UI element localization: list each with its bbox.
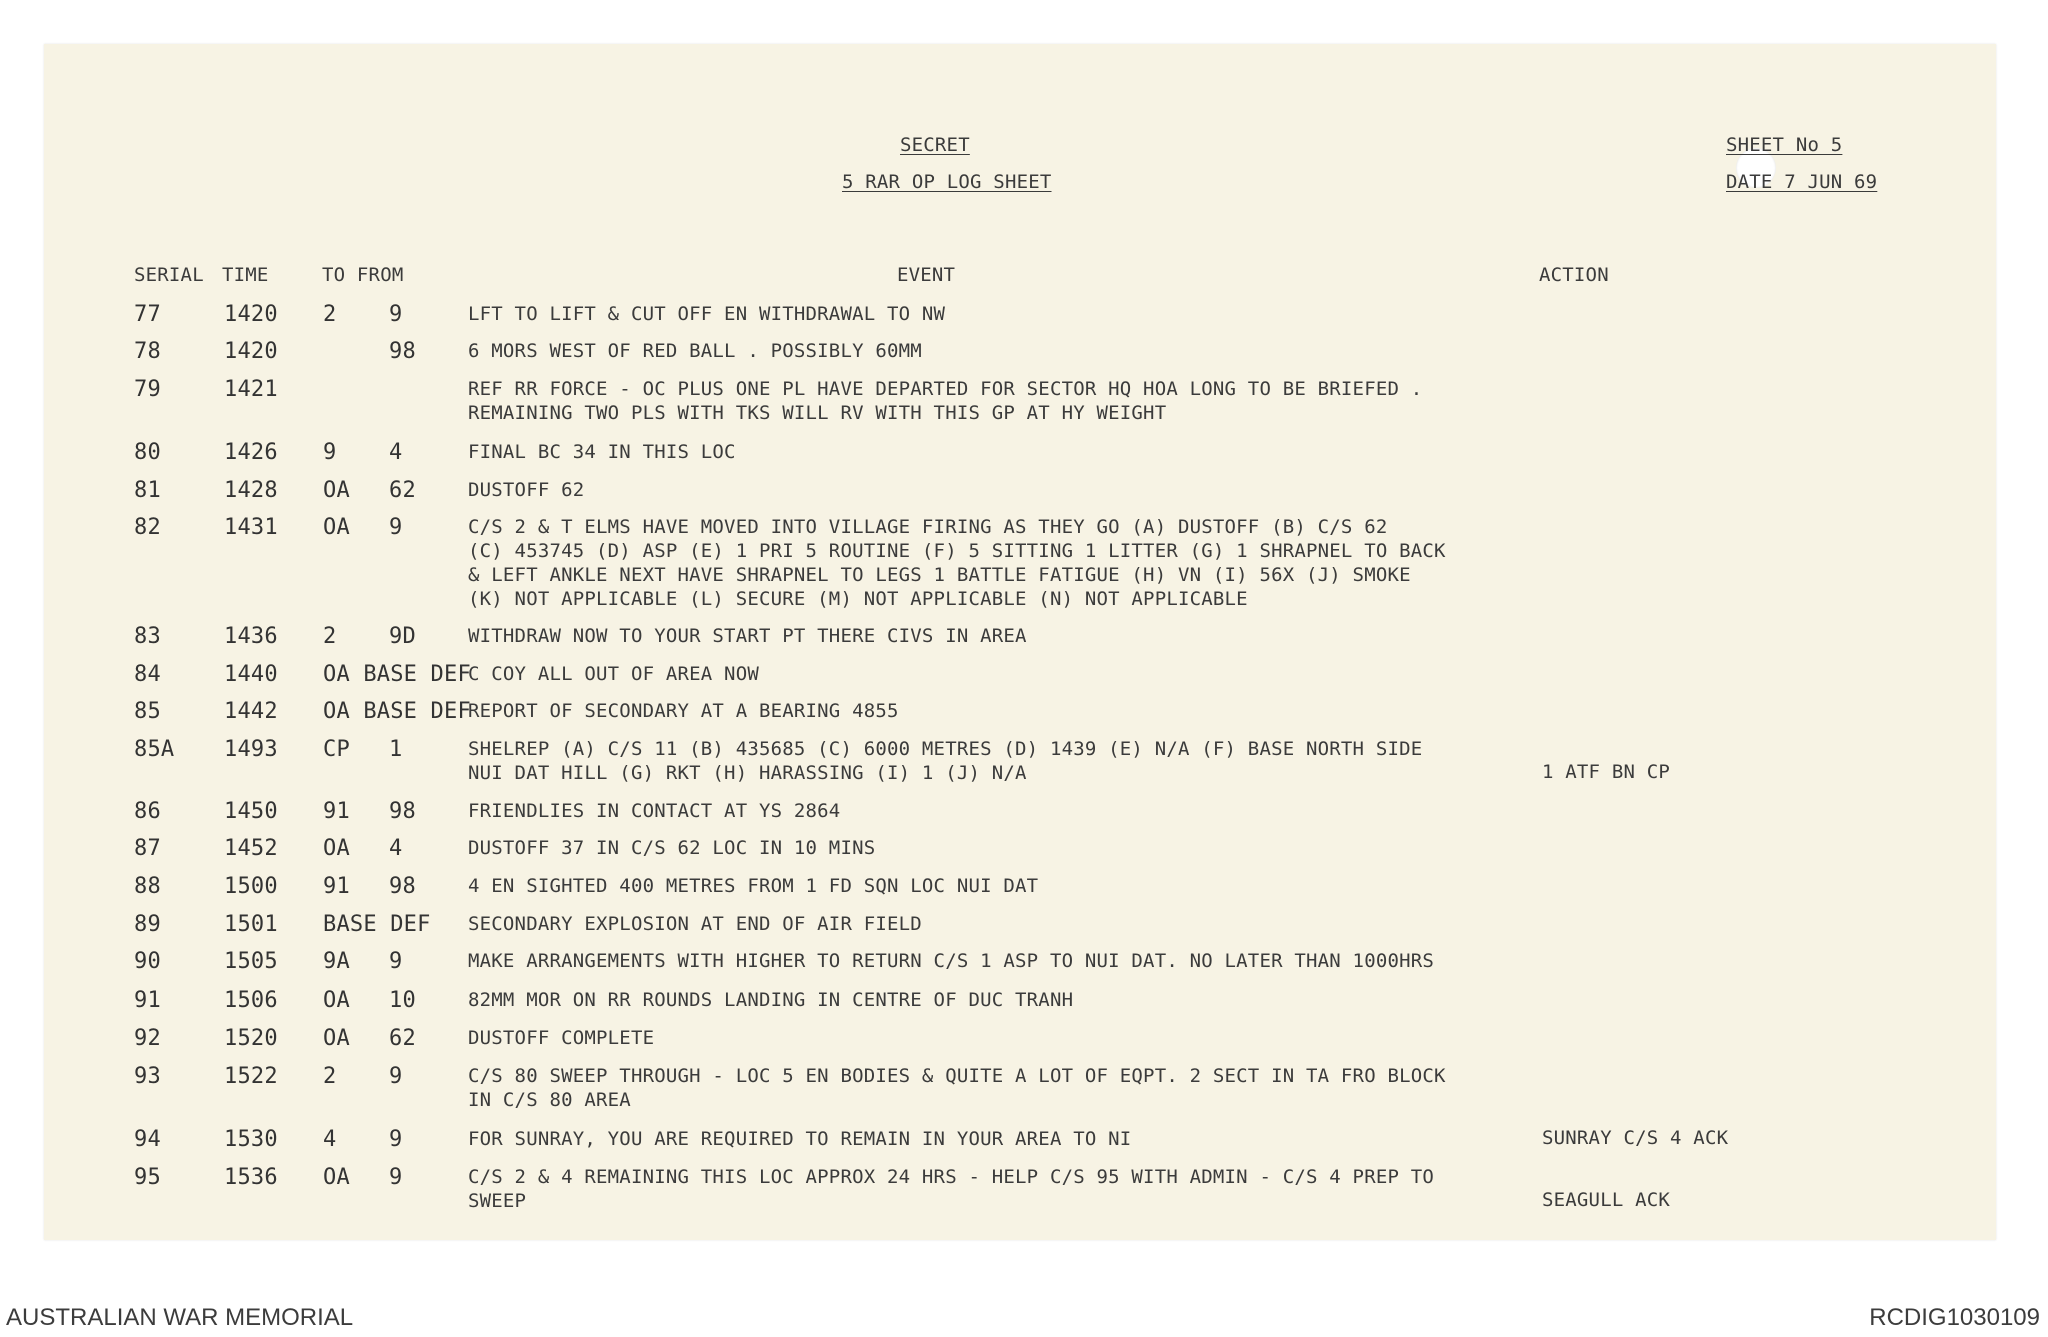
log-cell-event: 4 EN SIGHTED 400 METRES FROM 1 FD SQN LOC NUI DAT [468,875,1039,897]
sheet-number: SHEET No 5 [1726,134,1843,156]
log-cell-serial: 95 [134,1165,161,1190]
log-cell-action: SEAGULL ACK [1542,1189,1671,1211]
classification-heading: SECRET [900,134,970,156]
log-cell-to: OA [323,988,350,1013]
log-cell-action: 1 ATF BN CP [1542,761,1671,783]
log-cell-time: 1420 [224,302,278,327]
log-cell-serial: 90 [134,949,161,974]
document-title: 5 RAR OP LOG SHEET [842,171,1052,193]
log-cell-from: 9 [389,1127,403,1152]
log-cell-time: 1500 [224,874,278,899]
log-cell-to: OA BASE DEF [323,662,471,687]
log-cell-time: 1421 [224,377,278,402]
document-page [44,44,1996,1240]
log-cell-to: 9 [323,440,337,465]
log-cell-from: 98 [389,799,416,824]
log-cell-from: 4 [389,836,403,861]
log-cell-event: C COY ALL OUT OF AREA NOW [468,663,759,685]
footer-record-id: RCDIG1030109 [1869,1304,2040,1331]
log-cell-event: LFT TO LIFT & CUT OFF EN WITHDRAWAL TO NW [468,303,946,325]
log-cell-time: 1426 [224,440,278,465]
log-cell-event: WITHDRAW NOW TO YOUR START PT THERE CIVS IN AREA [468,625,1027,647]
log-cell-to: 91 [323,874,350,899]
sheet-date: DATE 7 JUN 69 [1726,171,1878,193]
column-header-action: ACTION [1539,264,1609,286]
column-header-serial: SERIAL [134,264,204,286]
log-cell-serial: 87 [134,836,161,861]
log-cell-to: 9A [323,949,350,974]
log-cell-time: 1452 [224,836,278,861]
log-cell-from: 10 [389,988,416,1013]
log-cell-serial: 83 [134,624,161,649]
log-cell-serial: 85 [134,699,161,724]
log-cell-from: 9 [389,949,403,974]
log-cell-event: REPORT OF SECONDARY AT A BEARING 4855 [468,700,899,722]
log-cell-time: 1522 [224,1064,278,1089]
log-cell-to: BASE DEF [323,912,431,937]
log-cell-action: SUNRAY C/S 4 ACK [1542,1127,1729,1149]
log-cell-time: 1530 [224,1127,278,1152]
log-cell-to: OA [323,1026,350,1051]
log-cell-to: 2 [323,624,337,649]
log-cell-to: OA BASE DEF [323,699,471,724]
log-cell-from: 4 [389,440,403,465]
column-header-time: TIME [222,264,269,286]
log-cell-time: 1442 [224,699,278,724]
log-cell-event: 6 MORS WEST OF RED BALL . POSSIBLY 60MM [468,340,922,362]
log-cell-serial: 82 [134,515,161,540]
log-cell-from: 62 [389,1026,416,1051]
log-cell-serial: 81 [134,478,161,503]
log-cell-from: 9 [389,1064,403,1089]
log-cell-serial: 86 [134,799,161,824]
log-cell-serial: 77 [134,302,161,327]
log-cell-event: DUSTOFF 62 [468,479,585,501]
log-cell-to: 4 [323,1127,337,1152]
log-cell-event: FOR SUNRAY, YOU ARE REQUIRED TO REMAIN IN YOUR AREA TO NI [468,1128,1132,1150]
log-cell-to: CP [323,737,350,762]
log-cell-serial: 79 [134,377,161,402]
log-cell-event: SECONDARY EXPLOSION AT END OF AIR FIELD [468,913,922,935]
log-cell-from: 9D [389,624,416,649]
log-cell-time: 1450 [224,799,278,824]
log-cell-event: FINAL BC 34 IN THIS LOC [468,441,736,463]
log-cell-event: FRIENDLIES IN CONTACT AT YS 2864 [468,800,841,822]
log-cell-serial: 85A [134,737,175,762]
log-cell-from: 1 [389,737,403,762]
log-cell-event: MAKE ARRANGEMENTS WITH HIGHER TO RETURN C/S 1 ASP TO NUI DAT. NO LATER THAN 1000HRS [468,950,1435,972]
log-cell-serial: 84 [134,662,161,687]
log-cell-serial: 94 [134,1127,161,1152]
log-cell-time: 1493 [224,737,278,762]
log-cell-from: 98 [389,339,416,364]
footer-institution: AUSTRALIAN WAR MEMORIAL [6,1304,354,1331]
log-cell-serial: 93 [134,1064,161,1089]
log-cell-event: C/S 2 & T ELMS HAVE MOVED INTO VILLAGE FIRING AS THEY GO (A) DUSTOFF (B) C/S 62 (C) 453745 (D) ASP (E) 1 PRI 5 ROUTINE (F) 5 SITTING 1 LITTER (G) 1 SHRAPNEL TO BACK & LEFT ANKLE NEXT HAVE SHRAPNEL TO LEGS 1 BATTLE FATIGUE (H) VN (I) 56X (J) SMOKE (K) NOT APPLICABLE (L) SECURE (M) NOT APPLICABLE (N) NOT APPLICABLE [468,516,1446,610]
log-cell-from: 9 [389,515,403,540]
log-cell-time: 1520 [224,1026,278,1051]
log-cell-time: 1428 [224,478,278,503]
log-cell-time: 1536 [224,1165,278,1190]
log-cell-serial: 92 [134,1026,161,1051]
log-cell-time: 1431 [224,515,278,540]
log-cell-event: DUSTOFF COMPLETE [468,1027,655,1049]
column-header-to-from: TO FROM [322,264,404,286]
log-cell-to: OA [323,1165,350,1190]
log-cell-event: C/S 80 SWEEP THROUGH - LOC 5 EN BODIES & QUITE A LOT OF EQPT. 2 SECT IN TA FRO BLOCK IN C/S 80 AREA [468,1065,1446,1111]
log-cell-time: 1420 [224,339,278,364]
log-cell-to: OA [323,836,350,861]
log-cell-time: 1440 [224,662,278,687]
log-cell-event: REF RR FORCE - OC PLUS ONE PL HAVE DEPARTED FOR SECTOR HQ HOA LONG TO BE BRIEFED . REMAINING TWO PLS WITH TKS WILL RV WITH THIS GP AT HY WEIGHT [468,378,1423,424]
log-cell-to: OA [323,515,350,540]
log-cell-event: DUSTOFF 37 IN C/S 62 LOC IN 10 MINS [468,837,876,859]
log-cell-serial: 89 [134,912,161,937]
log-cell-event: SHELREP (A) C/S 11 (B) 435685 (C) 6000 METRES (D) 1439 (E) N/A (F) BASE NORTH SIDE NUI DAT HILL (G) RKT (H) HARASSING (I) 1 (J) N/A [468,738,1423,784]
log-cell-to: 2 [323,302,337,327]
log-cell-time: 1501 [224,912,278,937]
log-cell-from: 9 [389,302,403,327]
log-cell-serial: 91 [134,988,161,1013]
log-cell-time: 1506 [224,988,278,1013]
log-cell-serial: 88 [134,874,161,899]
log-cell-from: 9 [389,1165,403,1190]
log-cell-time: 1505 [224,949,278,974]
log-cell-serial: 78 [134,339,161,364]
log-cell-serial: 80 [134,440,161,465]
log-cell-to: 91 [323,799,350,824]
log-cell-from: 62 [389,478,416,503]
log-cell-event: C/S 2 & 4 REMAINING THIS LOC APPROX 24 HRS - HELP C/S 95 WITH ADMIN - C/S 4 PREP TO SWEEP [468,1166,1435,1212]
log-cell-time: 1436 [224,624,278,649]
log-cell-to: 2 [323,1064,337,1089]
log-cell-from: 98 [389,874,416,899]
log-cell-to: OA [323,478,350,503]
column-header-event: EVENT [897,264,956,286]
log-cell-event: 82MM MOR ON RR ROUNDS LANDING IN CENTRE OF DUC TRANH [468,989,1074,1011]
